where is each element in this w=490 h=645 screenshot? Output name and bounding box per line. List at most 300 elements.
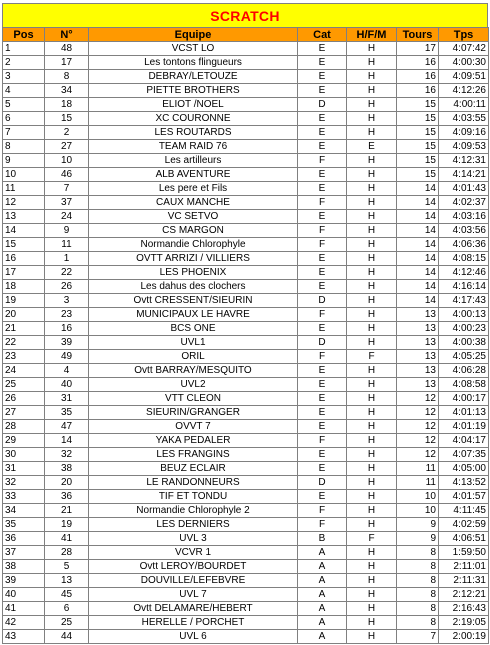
- cell-number: 3: [45, 294, 89, 308]
- cell-laps: 12: [397, 406, 439, 420]
- cell-category: A: [298, 546, 347, 560]
- cell-number: 35: [45, 406, 89, 420]
- cell-gender: H: [347, 42, 397, 56]
- cell-category: E: [298, 364, 347, 378]
- cell-time: 2:12:21: [439, 588, 489, 602]
- table-row: [3, 406, 489, 420]
- cell-gender: H: [347, 280, 397, 294]
- cell-pos: 31: [3, 462, 45, 476]
- cell-time: 4:01:19: [439, 420, 489, 434]
- cell-category: F: [298, 504, 347, 518]
- cell-gender: H: [347, 518, 397, 532]
- cell-laps: 8: [397, 588, 439, 602]
- cell-number: 4: [45, 364, 89, 378]
- cell-number: 15: [45, 112, 89, 126]
- cell-time: 4:01:43: [439, 182, 489, 196]
- table-row: [3, 280, 489, 294]
- cell-number: 28: [45, 546, 89, 560]
- cell-gender: H: [347, 154, 397, 168]
- cell-gender: E: [347, 140, 397, 154]
- cell-pos: 7: [3, 126, 45, 140]
- cell-laps: 13: [397, 322, 439, 336]
- table-row: [3, 364, 489, 378]
- table-row: [3, 70, 489, 84]
- cell-team: DEBRAY/LETOUZE: [89, 70, 298, 84]
- table-row: [3, 266, 489, 280]
- table-row: [3, 504, 489, 518]
- cell-pos: 28: [3, 420, 45, 434]
- cell-time: 2:11:01: [439, 560, 489, 574]
- table-row: [3, 448, 489, 462]
- cell-category: F: [298, 154, 347, 168]
- cell-time: 4:12:31: [439, 154, 489, 168]
- table-row: [3, 224, 489, 238]
- cell-team: Normandie Chlorophyle: [89, 238, 298, 252]
- cell-time: 4:12:26: [439, 84, 489, 98]
- cell-category: A: [298, 560, 347, 574]
- cell-time: 4:13:52: [439, 476, 489, 490]
- cell-gender: H: [347, 210, 397, 224]
- cell-number: 45: [45, 588, 89, 602]
- header-pos: Pos: [3, 28, 45, 42]
- cell-pos: 32: [3, 476, 45, 490]
- cell-pos: 1: [3, 42, 45, 56]
- table-row: [3, 518, 489, 532]
- cell-number: 5: [45, 560, 89, 574]
- table-row: [3, 560, 489, 574]
- cell-time: 1:59:50: [439, 546, 489, 560]
- cell-category: E: [298, 70, 347, 84]
- cell-number: 13: [45, 574, 89, 588]
- cell-time: 2:16:43: [439, 602, 489, 616]
- cell-number: 11: [45, 238, 89, 252]
- cell-category: F: [298, 350, 347, 364]
- cell-team: DOUVILLE/LEFEBVRE: [89, 574, 298, 588]
- table-row: [3, 210, 489, 224]
- cell-number: 2: [45, 126, 89, 140]
- cell-category: E: [298, 56, 347, 70]
- cell-laps: 16: [397, 70, 439, 84]
- cell-pos: 37: [3, 546, 45, 560]
- table-row: [3, 168, 489, 182]
- cell-team: UVL 3: [89, 532, 298, 546]
- cell-number: 19: [45, 518, 89, 532]
- cell-pos: 29: [3, 434, 45, 448]
- cell-number: 37: [45, 196, 89, 210]
- cell-gender: H: [347, 406, 397, 420]
- cell-pos: 20: [3, 308, 45, 322]
- cell-number: 26: [45, 280, 89, 294]
- cell-category: E: [298, 168, 347, 182]
- cell-team: Ovtt DELAMARE/HEBERT: [89, 602, 298, 616]
- cell-laps: 14: [397, 280, 439, 294]
- cell-category: A: [298, 630, 347, 644]
- cell-category: E: [298, 462, 347, 476]
- cell-number: 36: [45, 490, 89, 504]
- cell-gender: F: [347, 532, 397, 546]
- cell-category: E: [298, 266, 347, 280]
- cell-laps: 12: [397, 392, 439, 406]
- cell-laps: 14: [397, 210, 439, 224]
- cell-number: 47: [45, 420, 89, 434]
- cell-laps: 10: [397, 504, 439, 518]
- cell-laps: 12: [397, 434, 439, 448]
- cell-time: 4:03:16: [439, 210, 489, 224]
- cell-gender: H: [347, 182, 397, 196]
- cell-team: LE RANDONNEURS: [89, 476, 298, 490]
- cell-pos: 43: [3, 630, 45, 644]
- cell-laps: 9: [397, 518, 439, 532]
- cell-laps: 13: [397, 350, 439, 364]
- cell-team: ELIOT /NOEL: [89, 98, 298, 112]
- cell-number: 8: [45, 70, 89, 84]
- cell-category: D: [298, 476, 347, 490]
- cell-gender: H: [347, 602, 397, 616]
- cell-laps: 12: [397, 420, 439, 434]
- table-row: [3, 112, 489, 126]
- results-table: [2, 27, 489, 644]
- cell-category: B: [298, 532, 347, 546]
- cell-gender: H: [347, 490, 397, 504]
- cell-laps: 9: [397, 532, 439, 546]
- cell-team: YAKA PEDALER: [89, 434, 298, 448]
- cell-gender: H: [347, 126, 397, 140]
- cell-gender: H: [347, 588, 397, 602]
- cell-category: E: [298, 42, 347, 56]
- cell-team: Ovtt LEROY/BOURDET: [89, 560, 298, 574]
- cell-time: 4:14:21: [439, 168, 489, 182]
- table-row: [3, 336, 489, 350]
- cell-time: 4:00:23: [439, 322, 489, 336]
- cell-category: E: [298, 280, 347, 294]
- cell-category: E: [298, 420, 347, 434]
- cell-team: LES FRANGINS: [89, 448, 298, 462]
- table-row: [3, 42, 489, 56]
- cell-number: 18: [45, 98, 89, 112]
- cell-category: E: [298, 448, 347, 462]
- table-row: [3, 574, 489, 588]
- cell-gender: H: [347, 448, 397, 462]
- cell-gender: H: [347, 196, 397, 210]
- cell-gender: H: [347, 224, 397, 238]
- table-row: [3, 546, 489, 560]
- cell-time: 4:02:59: [439, 518, 489, 532]
- header-team: Equipe: [89, 28, 298, 42]
- cell-laps: 13: [397, 336, 439, 350]
- cell-number: 40: [45, 378, 89, 392]
- table-row: [3, 196, 489, 210]
- cell-category: D: [298, 336, 347, 350]
- cell-pos: 38: [3, 560, 45, 574]
- cell-team: VC SETVO: [89, 210, 298, 224]
- cell-laps: 14: [397, 294, 439, 308]
- cell-pos: 33: [3, 490, 45, 504]
- cell-number: 41: [45, 532, 89, 546]
- cell-team: OVVT 7: [89, 420, 298, 434]
- table-row: [3, 238, 489, 252]
- results-body: [3, 42, 489, 644]
- cell-laps: 11: [397, 476, 439, 490]
- cell-laps: 8: [397, 602, 439, 616]
- cell-category: E: [298, 182, 347, 196]
- cell-category: F: [298, 308, 347, 322]
- cell-category: D: [298, 294, 347, 308]
- cell-number: 9: [45, 224, 89, 238]
- cell-pos: 39: [3, 574, 45, 588]
- cell-number: 24: [45, 210, 89, 224]
- cell-category: F: [298, 518, 347, 532]
- cell-gender: H: [347, 504, 397, 518]
- cell-laps: 14: [397, 252, 439, 266]
- cell-category: E: [298, 392, 347, 406]
- cell-gender: H: [347, 56, 397, 70]
- cell-time: 4:06:36: [439, 238, 489, 252]
- cell-time: 4:03:56: [439, 224, 489, 238]
- cell-pos: 4: [3, 84, 45, 98]
- cell-time: 4:00:38: [439, 336, 489, 350]
- cell-number: 27: [45, 140, 89, 154]
- cell-laps: 7: [397, 630, 439, 644]
- table-row: [3, 630, 489, 644]
- cell-pos: 9: [3, 154, 45, 168]
- table-row: [3, 602, 489, 616]
- cell-category: E: [298, 252, 347, 266]
- cell-category: E: [298, 112, 347, 126]
- table-row: [3, 490, 489, 504]
- sheet-title: SCRATCH: [210, 7, 280, 24]
- cell-team: VCST LO: [89, 42, 298, 56]
- cell-time: 2:11:31: [439, 574, 489, 588]
- cell-team: Ovtt CRESSENT/SIEURIN: [89, 294, 298, 308]
- table-row: [3, 392, 489, 406]
- cell-number: 46: [45, 168, 89, 182]
- cell-category: A: [298, 588, 347, 602]
- cell-team: CAUX MANCHE: [89, 196, 298, 210]
- cell-number: 6: [45, 602, 89, 616]
- cell-number: 21: [45, 504, 89, 518]
- cell-laps: 14: [397, 196, 439, 210]
- cell-gender: H: [347, 266, 397, 280]
- cell-number: 31: [45, 392, 89, 406]
- table-row: [3, 434, 489, 448]
- cell-pos: 27: [3, 406, 45, 420]
- cell-laps: 14: [397, 238, 439, 252]
- table-row: [3, 616, 489, 630]
- cell-pos: 26: [3, 392, 45, 406]
- cell-time: 4:00:11: [439, 98, 489, 112]
- cell-time: 4:01:57: [439, 490, 489, 504]
- cell-pos: 42: [3, 616, 45, 630]
- cell-gender: H: [347, 476, 397, 490]
- cell-pos: 19: [3, 294, 45, 308]
- cell-gender: H: [347, 336, 397, 350]
- cell-time: 4:17:43: [439, 294, 489, 308]
- cell-time: 4:03:55: [439, 112, 489, 126]
- cell-team: LES PHOENIX: [89, 266, 298, 280]
- header-gender: H/F/M: [347, 28, 397, 42]
- cell-time: 4:00:17: [439, 392, 489, 406]
- cell-laps: 13: [397, 364, 439, 378]
- cell-time: 4:05:00: [439, 462, 489, 476]
- cell-gender: H: [347, 462, 397, 476]
- cell-category: F: [298, 196, 347, 210]
- table-row: [3, 140, 489, 154]
- cell-pos: 8: [3, 140, 45, 154]
- cell-number: 7: [45, 182, 89, 196]
- cell-time: 4:02:37: [439, 196, 489, 210]
- cell-gender: H: [347, 420, 397, 434]
- cell-gender: H: [347, 364, 397, 378]
- cell-number: 20: [45, 476, 89, 490]
- cell-pos: 25: [3, 378, 45, 392]
- cell-time: 4:09:16: [439, 126, 489, 140]
- cell-pos: 11: [3, 182, 45, 196]
- cell-pos: 34: [3, 504, 45, 518]
- cell-category: E: [298, 140, 347, 154]
- table-row: [3, 350, 489, 364]
- cell-pos: 30: [3, 448, 45, 462]
- cell-gender: H: [347, 434, 397, 448]
- cell-team: PIETTE BROTHERS: [89, 84, 298, 98]
- cell-gender: H: [347, 322, 397, 336]
- cell-category: F: [298, 238, 347, 252]
- cell-pos: 10: [3, 168, 45, 182]
- cell-pos: 40: [3, 588, 45, 602]
- cell-number: 22: [45, 266, 89, 280]
- cell-time: 4:05:25: [439, 350, 489, 364]
- cell-time: 4:01:13: [439, 406, 489, 420]
- table-row: [3, 252, 489, 266]
- title-bar: [2, 3, 488, 27]
- table-row: [3, 462, 489, 476]
- cell-number: 38: [45, 462, 89, 476]
- cell-number: 48: [45, 42, 89, 56]
- cell-gender: H: [347, 112, 397, 126]
- cell-pos: 17: [3, 266, 45, 280]
- cell-pos: 23: [3, 350, 45, 364]
- cell-pos: 35: [3, 518, 45, 532]
- cell-team: TEAM RAID 76: [89, 140, 298, 154]
- cell-time: 4:09:51: [439, 70, 489, 84]
- cell-time: 4:09:53: [439, 140, 489, 154]
- cell-team: VCVR 1: [89, 546, 298, 560]
- cell-team: LES ROUTARDS: [89, 126, 298, 140]
- cell-time: 4:00:30: [439, 56, 489, 70]
- cell-time: 4:06:28: [439, 364, 489, 378]
- header-laps: Tours: [397, 28, 439, 42]
- cell-laps: 15: [397, 126, 439, 140]
- cell-pos: 22: [3, 336, 45, 350]
- cell-laps: 8: [397, 616, 439, 630]
- cell-category: E: [298, 406, 347, 420]
- cell-gender: H: [347, 84, 397, 98]
- cell-team: MUNICIPAUX LE HAVRE: [89, 308, 298, 322]
- table-row: [3, 476, 489, 490]
- cell-gender: H: [347, 252, 397, 266]
- results-sheet: [2, 3, 488, 644]
- cell-laps: 10: [397, 490, 439, 504]
- cell-laps: 15: [397, 140, 439, 154]
- cell-gender: H: [347, 308, 397, 322]
- cell-team: ALB AVENTURE: [89, 168, 298, 182]
- cell-category: A: [298, 574, 347, 588]
- cell-pos: 13: [3, 210, 45, 224]
- cell-pos: 18: [3, 280, 45, 294]
- cell-gender: H: [347, 238, 397, 252]
- cell-team: Normandie Chlorophyle 2: [89, 504, 298, 518]
- table-row: [3, 588, 489, 602]
- cell-pos: 21: [3, 322, 45, 336]
- table-row: [3, 182, 489, 196]
- header-category: Cat: [298, 28, 347, 42]
- cell-category: A: [298, 616, 347, 630]
- header-number: N°: [45, 28, 89, 42]
- header-time: Tps: [439, 28, 489, 42]
- cell-time: 4:16:14: [439, 280, 489, 294]
- cell-time: 4:07:35: [439, 448, 489, 462]
- cell-team: UVL 7: [89, 588, 298, 602]
- cell-time: 4:07:42: [439, 42, 489, 56]
- cell-number: 49: [45, 350, 89, 364]
- cell-gender: H: [347, 294, 397, 308]
- cell-pos: 15: [3, 238, 45, 252]
- table-row: [3, 378, 489, 392]
- cell-number: 39: [45, 336, 89, 350]
- cell-pos: 2: [3, 56, 45, 70]
- cell-laps: 14: [397, 182, 439, 196]
- cell-laps: 15: [397, 168, 439, 182]
- cell-team: TIF ET TONDU: [89, 490, 298, 504]
- cell-gender: H: [347, 168, 397, 182]
- cell-laps: 15: [397, 98, 439, 112]
- cell-pos: 41: [3, 602, 45, 616]
- cell-team: HERELLE / PORCHET: [89, 616, 298, 630]
- cell-time: 2:00:19: [439, 630, 489, 644]
- cell-team: ORIL: [89, 350, 298, 364]
- cell-gender: F: [347, 350, 397, 364]
- cell-laps: 15: [397, 112, 439, 126]
- cell-pos: 6: [3, 112, 45, 126]
- cell-category: E: [298, 322, 347, 336]
- cell-pos: 14: [3, 224, 45, 238]
- cell-team: UVL 6: [89, 630, 298, 644]
- cell-laps: 8: [397, 546, 439, 560]
- cell-team: Les artilleurs: [89, 154, 298, 168]
- cell-team: BEUZ ECLAIR: [89, 462, 298, 476]
- cell-category: E: [298, 84, 347, 98]
- cell-laps: 13: [397, 378, 439, 392]
- cell-gender: H: [347, 574, 397, 588]
- cell-number: 14: [45, 434, 89, 448]
- cell-laps: 14: [397, 266, 439, 280]
- cell-time: 4:08:58: [439, 378, 489, 392]
- table-row: [3, 532, 489, 546]
- cell-number: 25: [45, 616, 89, 630]
- cell-time: 4:11:45: [439, 504, 489, 518]
- cell-team: VTT CLEON: [89, 392, 298, 406]
- cell-category: E: [298, 490, 347, 504]
- cell-team: Les pere et Fils: [89, 182, 298, 196]
- cell-number: 1: [45, 252, 89, 266]
- table-row: [3, 294, 489, 308]
- cell-laps: 16: [397, 84, 439, 98]
- cell-laps: 14: [397, 224, 439, 238]
- cell-team: OVTT ARRIZI / VILLIERS: [89, 252, 298, 266]
- cell-category: A: [298, 602, 347, 616]
- cell-laps: 16: [397, 56, 439, 70]
- cell-pos: 3: [3, 70, 45, 84]
- cell-gender: H: [347, 392, 397, 406]
